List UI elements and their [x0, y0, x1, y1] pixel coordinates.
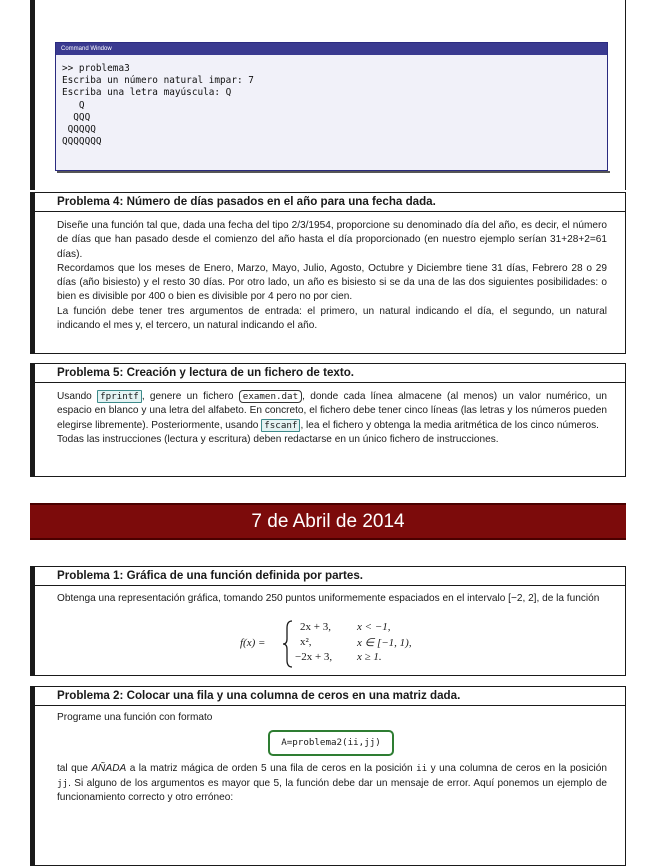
problem-1-text: Obtenga una representación gráfica, tomando 250 puntos uniformemente espaciados en el intervalo [−2, 2], de la función — [57, 593, 600, 604]
code-keyword: fscanf — [261, 419, 300, 432]
code-filename: examen.dat — [239, 390, 302, 403]
case-expression: 2x + 3, — [300, 621, 331, 633]
problem-5-paragraph: Todas las instrucciones (lectura y escritura) deben redactarse en un único fichero de instrucciones. — [57, 433, 499, 445]
problem-4-paragraph: Diseñe una función tal que, dada una fecha del tipo 2/3/1954, proporcione su denominado día del año, es decir, el número de días que han pasado desde el comienzo del año hasta el día proporcionado (en nuestro ejemplo serían 31+28+2=61 días). — [57, 220, 607, 260]
command-window-shadow — [57, 171, 610, 173]
function-signature-box: A=problema2(ii,jj) — [268, 730, 394, 756]
formula-lhs: f(x) = — [240, 637, 266, 649]
case-condition: x ≥ 1. — [357, 651, 382, 663]
case-expression: x², — [300, 636, 312, 648]
problem-2-text: Programe una función con formato — [57, 712, 213, 723]
output-line: Q — [62, 99, 85, 111]
problem-1-title: Problema 1: Gráfica de una función definida por partes. — [35, 567, 625, 586]
left-brace-icon — [282, 620, 294, 668]
code-keyword: fprintf — [97, 390, 142, 403]
command-window — [55, 42, 608, 171]
command-window-title: Command Window — [56, 43, 607, 55]
output-line: >> problema3 — [62, 63, 130, 74]
problem-5-paragraph: Usando fprintf , genere un fichero examen.dat , donde cada línea almacene (al menos) un valor numérico, un espacio en blanco y una letra del alfabeto. En concreto, el fichero debe tener cinco líneas (las letras y los números pueden elegirse libremente). Posteriormente, usando fscanf , lea el fichero y obtenga la media aritmética de los cinco números. — [57, 391, 607, 431]
problem-2-title: Problema 2: Colocar una fila y una columna de ceros en una matriz dada. — [35, 687, 625, 706]
problem-4-title: Problema 4: Número de días pasados en el año para una fecha dada. — [35, 193, 625, 212]
problem-5-title: Problema 5: Creación y lectura de un fichero de texto. — [35, 364, 625, 383]
problem-4-paragraph: Recordamos que los meses de Enero, Marzo, Mayo, Julio, Agosto, Octubre y Diciembre tiene 31 días, Febrero 28 o 29 días (año bisiesto) y el resto 30 días. Por otro lado, un año es bisiesto si se da una de las dos siguientes posibilidades: o bien es divisible por 400 o bien es divisible por 4 pero no por cien. — [57, 262, 607, 303]
output-line: Escriba una letra mayúscula: Q — [62, 87, 232, 99]
problem-4-box — [30, 192, 626, 354]
date-banner: 7 de Abril de 2014 — [30, 503, 626, 540]
output-line: QQQQQ — [62, 124, 96, 136]
piecewise-formula — [240, 620, 450, 668]
problem-2-box — [30, 686, 626, 866]
output-line: Escriba un número natural impar: 7 — [62, 75, 254, 87]
problem-2-paragraph: tal que AÑADA a la matriz mágica de orden 5 una fila de ceros en la posición ii y una columna de ceros en la posición jj. Si alguno de los argumentos es mayor que 5, la función debe dar un mensaje de error. Aquí ponemos un ejemplo de funcionamiento correcto y otro erróneo: — [57, 763, 607, 803]
case-expression: −2x + 3, — [295, 651, 333, 663]
command-window-output — [56, 55, 607, 148]
case-condition: x ∈ [−1, 1), — [357, 637, 412, 649]
output-line: QQQ — [62, 111, 91, 123]
case-condition: x < −1, — [357, 621, 391, 633]
problem-4-paragraph: La función debe tener tres argumentos de entrada: el primero, un natural indicando el día, el segundo, un natural indicando el mes y, el tercero, un natural indicando el año. — [57, 305, 607, 332]
output-line: QQQQQQQ — [62, 136, 102, 148]
problem-5-box — [30, 363, 626, 477]
